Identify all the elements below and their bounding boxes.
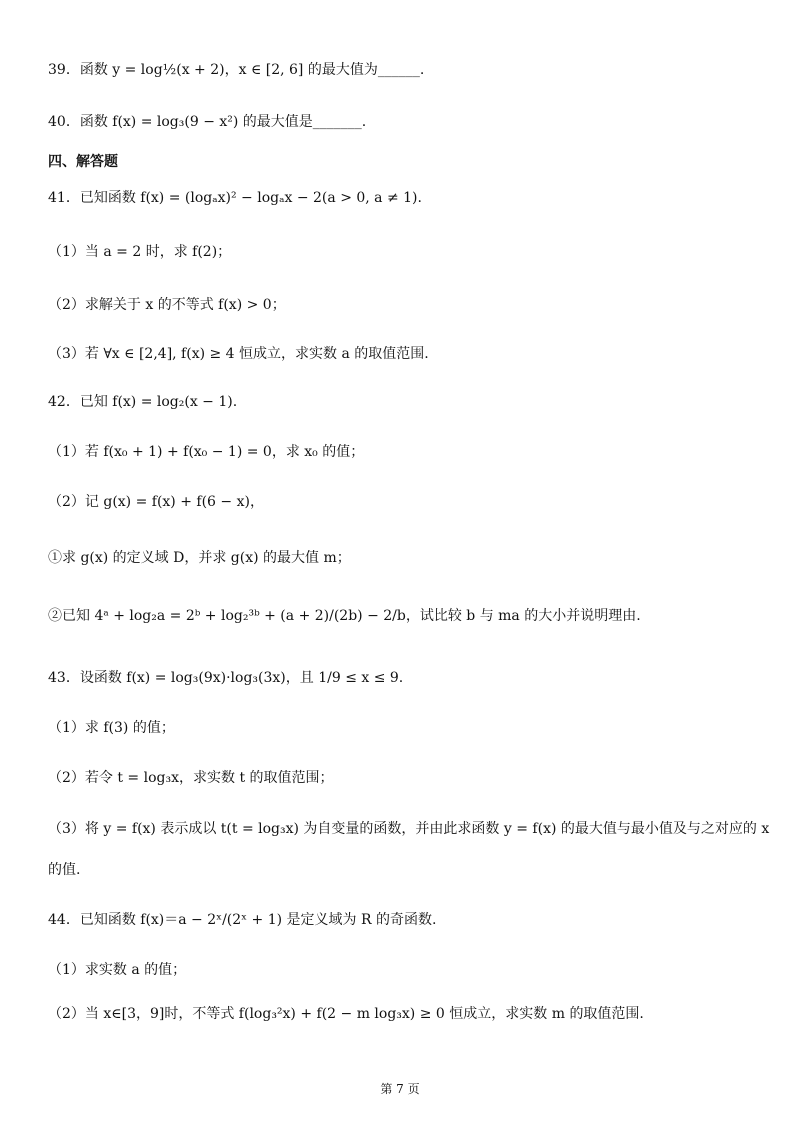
question-42-part-1: （1）若 f(x₀ + 1) + f(x₀ − 1) = 0，求 x₀ 的值； xyxy=(48,444,365,460)
question-44-part-1: （1）求实数 a 的值； xyxy=(48,962,187,978)
question-41-part-3: （3）若 ∀x ∈ [2,4], f(x) ≥ 4 恒成立，求实数 a 的取值范围. xyxy=(48,346,429,362)
question-43: 43．设函数 f(x) = log₃(9x)·log₃(3x)，且 1/9 ≤ x ≤ 9. xyxy=(48,670,404,686)
question-39: 39．函数 y = log½(x + 2)，x ∈ [2, 6] 的最大值为______. xyxy=(48,62,425,78)
question-43-part-1: （1）求 f(3) 的值； xyxy=(48,720,175,736)
question-41: 41．已知函数 f(x) = (logₐx)² − logₐx − 2(a > 0, a ≠ 1). xyxy=(48,190,422,206)
question-43-part-2: （2）若令 t = log₃x，求实数 t 的取值范围； xyxy=(48,770,334,786)
question-42-part-2a: ①求 g(x) 的定义域 D，并求 g(x) 的最大值 m； xyxy=(48,550,351,566)
question-42-part-2b: ②已知 4ᵃ + log₂a = 2ᵇ + log₂³ᵇ + (a + 2)/(2b) − 2/b，试比较 b 与 ma 的大小并说明理由. xyxy=(48,608,641,624)
question-44-part-2: （2）当 x∈[3，9]时，不等式 f(log₃²x) + f(2 − m log₃x) ≥ 0 恒成立，求实数 m 的取值范围. xyxy=(48,1006,644,1022)
question-44: 44．已知函数 f(x)＝a − 2ˣ/(2ˣ + 1) 是定义域为 R 的奇函数. xyxy=(48,912,437,928)
question-41-part-2: （2）求解关于 x 的不等式 f(x) > 0； xyxy=(48,297,286,313)
page-number: 第 7 页 xyxy=(380,1082,420,1096)
question-42-part-2: （2）记 g(x) = f(x) + f(6 − x)， xyxy=(48,494,264,510)
question-43-part-3: （3）将 y = f(x) 表示成以 t(t = log₃x) 为自变量的函数，并由此求函数 y = f(x) 的最大值与最小值及与之对应的 x xyxy=(48,821,770,837)
question-41-part-1: （1）当 a = 2 时，求 f(2)； xyxy=(48,244,232,260)
question-42: 42．已知 f(x) = log₂(x − 1). xyxy=(48,394,238,410)
question-43-part-3-cont: 的值. xyxy=(48,862,81,878)
question-40: 40．函数 f(x) = log₃(9 − x²) 的最大值是_______. xyxy=(48,114,367,130)
section-heading: 四、解答题 xyxy=(48,154,118,170)
